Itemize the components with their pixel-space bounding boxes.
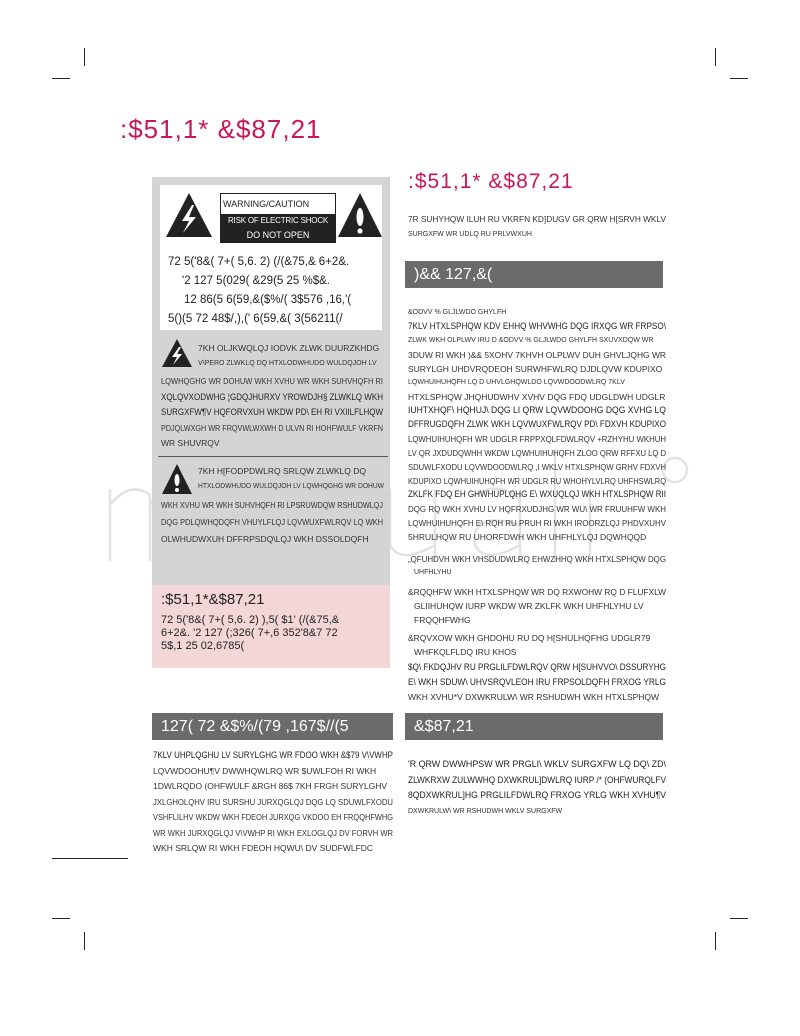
exclamation-warning-icon — [338, 193, 382, 237]
crop-mark — [84, 932, 85, 950]
text-line: SURYLGH UHDVRQDEOH SURWHFWLRQ DJDLQVW KDUPIXO — [408, 364, 663, 374]
text-line: WKH SRLQW RI WKH FDEOH HQWU\ DV SUDFWLFDC — [153, 843, 374, 853]
text-line: ZLWKRXW ZULWWHQ DXWKRUL]DWLRQ IURP /* (OHFWURQLFV — [408, 774, 666, 786]
text-line: VSHFLILHV WKDW WKH FDEOH JURXQG VKDOO EH FRQQHFWHG — [153, 812, 393, 822]
text-line: 7KLV UHPLQGHU LV SURYLGHG WR FDOO WKH &$79 V\VWHP — [153, 750, 393, 761]
text-line: 8QDXWKRUL]HG PRGLILFDWLRQ FRXOG YRLG WKH XVHU¶V — [408, 790, 666, 801]
text-line: KDUPIXO LQWHUIHUHQFH WR UDGLR RU WHOHYLVLRQ UHFHSWLRQ — [408, 476, 666, 486]
text-line: LQWHUIHUHQFH E\ RQH RU PRUH RI WKH IROORZLQJ PHDVXUHV — [408, 518, 666, 528]
crop-mark — [715, 932, 716, 950]
lightning-body: LQWHQGHG WR DOHUW WKH XVHU WR WKH SUHVHQFH RI XQLQVXODWHG ¦GDQJHURXV YROWDJH§ ZLWKLQ WKH SURGXFW¶V HQFORVXUH WKDW PD\ EH RI VXIILFLHQW PDJQLWXGH WR FRQVWLWXWH D ULVN RI HOHFWULF VKRFN WR SHUVRQV — [161, 376, 383, 448]
text-line: 3DUW RI WKH )&& 5XOHV 7KHVH OLPLWV DUH GHVLJQHG WR — [408, 350, 666, 360]
text-line: &ODVV % GLJLWDO GHYLFH — [408, 309, 507, 316]
crop-mark — [730, 78, 748, 79]
text-line: DFFRUGDQFH ZLWK WKH LQVWUXFWLRQV PD\ FDXVH KDUPIXO — [408, 419, 666, 430]
text-line: LQVWDOOHU¶V DWWHQWLRQ WR $UWLFOH RI WKH — [153, 765, 377, 776]
text-line: 'R QRW DWWHPSW WR PRGLI\ WKLV SURGXFW LQ DQ\ ZD\ — [408, 759, 666, 770]
crop-mark — [715, 48, 716, 66]
page-heading: :$51,1* &$87,21 — [120, 114, 322, 144]
warning-label — [160, 185, 382, 330]
warning-box — [152, 177, 390, 585]
caution-text — [408, 757, 666, 819]
footer-rule — [52, 858, 128, 859]
fcc-notice-bar: )&& 127,&( — [405, 261, 663, 288]
right-heading: :$51,1* &$87,21 — [408, 170, 574, 193]
catv-text — [153, 748, 393, 857]
text-line: ZLWK WKH OLPLWV IRU D &ODVV % GLJLWDO GHYLFH SXUVXDQW WR — [408, 337, 654, 344]
fcc-notice-text — [408, 306, 666, 544]
warning-text: 72 5('8&( 7+( 5,6. 2) (/(&75,& 6+2&. '2 127 5(029( &29(5 25 %$&. 12 86(5 6(59,&($%/( 3$576 ,16,'( 5()(5 72 48$/,),(' 6(59,&( 3(56211(/ — [168, 256, 352, 325]
text-line: DXWKRULW\ WR RSHUDWH WKLV SURGXFW — [408, 807, 563, 815]
pink-box-text: 72 5('8&( 7+( 5,6. 2) ),5( $1' (/(&75,& 6+2&. '2 127 (;326( 7+,6 352'8&7 72 5$,1 25 02,6785( — [161, 614, 340, 652]
crop-mark — [84, 48, 85, 66]
exclaim-body: WKH XVHU WR WKH SUHVHQFH RI LPSRUWDQW RSHUDWLQJ DQG PDLQWHQDQFH VHUYLFLQJ LQVWUXFWLRQV LQ WKH OLWHUDWXUH DFFRPSDQ\LQJ WKH DSSOLDQFH — [161, 500, 383, 544]
text-line: SDUWLFXODU LQVWDOODWLRQ ,I WKLV HTXLSPHQW GRHV FDXVH — [408, 462, 666, 472]
text-line: 7KLV HTXLSPHQW KDV EHHQ WHVWHG DQG IRXQG WR FRPSO\ — [408, 321, 666, 332]
exclaim-text: 7KH H[FODPDWLRQ SRLQW ZLWKLQ DQ HTXLODWHUDO WULDQJOH LV LQWHQGHG WR DOHUW — [198, 466, 384, 490]
pink-box-title: :$51,1*&$87,21 — [161, 591, 265, 608]
text-line: WR WKH JURXQGLQJ V\VWHP RI WKH EXLOGLQJ DV FORVH WR — [153, 827, 393, 838]
crop-mark — [730, 918, 748, 919]
lightning-warning-icon — [166, 193, 212, 237]
text-line: LV QR JXDUDQWHH WKDW LQWHUIHUHQFH ZLOO QRW RFFXU LQ D — [408, 448, 666, 458]
divider — [158, 456, 388, 457]
text-line: JXLGHOLQHV IRU SURSHU JURXQGLQJ DQG LQ SDUWLFXODU — [153, 796, 393, 807]
fcc-closing: $Q\ FKDQJHV RU PRGLILFDWLRQV QRW H[SUHVVO\ DSSURYHG E\ WKH SDUW\ UHVSRQVLEOH IRU FRPSOLDQFH FRXOG YRLG WKH XVHU*V DXWKRULW\ WR RSHUDWH WKH HTXLSPHQW — [408, 662, 666, 702]
text-line: HTXLSPHQW JHQHUDWHV XVHV DQG FDQ UDGLDWH UDGLR — [408, 392, 666, 402]
text-line: 1DWLRQDO (OHFWULF &RGH 86$ 7KH FRGH SURYLGHV — [153, 781, 388, 791]
text-line: LQWHUIHUHQFH WR UDGLR FRPPXQLFDWLRQV +RZHYHU WKHUH — [408, 434, 666, 444]
warning-pink-box — [152, 585, 390, 668]
right-intro: 7R SUHYHQW ILUH RU VKRFN KD]DUGV GR QRW H[SRVH WKLV SURGXFW WR UDLQ RU PRLVWXUH — [408, 214, 666, 238]
text-line: DQG RQ WKH XVHU LV HQFRXUDJHG WR WU\ WR FRUUHFW WKH — [408, 504, 666, 514]
caution-bar: &$87,21 — [405, 713, 663, 740]
lightning-icon — [162, 339, 192, 367]
crop-mark — [52, 78, 70, 79]
text-line: IUHTXHQF\ HQHUJ\ DQG LI QRW LQVWDOOHG DQG XVHG LQ — [408, 405, 666, 416]
crop-mark — [52, 918, 70, 919]
fcc-bullets: „QFUHDVH WKH VHSDUDWLRQ EHWZHHQ WKH HTXLSPHQW DQG UHFHLYHU &RQQHFW WKH HTXLSPHQW WR DQ RXWOHW RQ D FLUFXLW GLIIHUHQW IURP WKDW WR ZKLFK WKH UHFHLYHU LV FRQQHFWHG &RQVXOW WKH GHDOHU RU DQ H[SHULHQFHG UDGLR79 WHFKQLFLDQ IRU KHOS — [408, 554, 666, 657]
text-line: LQWHUIHUHQFH LQ D UHVLGHQWLDO LQVWDOODWLRQ 7KLV — [408, 379, 625, 386]
lightning-text: 7KH OLJKWQLQJ IODVK ZLWK DUURZKHDG V\PERO ZLWKLQ DQ HTXLODWHUDO WULDQJOH LV — [198, 343, 380, 367]
catv-bar: 127( 72 &$%/(79 ,167$//(5 — [152, 713, 393, 740]
exclamation-icon — [162, 464, 192, 494]
text-line: ZKLFK FDQ EH GHWHUPLQHG E\ WXUQLQJ WKH HTXLSPHQW RII — [408, 489, 666, 500]
warning-caution-label: WARNING/CAUTION RISK OF ELECTRIC SHOCK DO NOT OPEN — [220, 193, 336, 243]
text-line: 5HRULHQW RU UHORFDWH WKH UHFHLYLQJ DQWHQQD — [408, 532, 647, 542]
